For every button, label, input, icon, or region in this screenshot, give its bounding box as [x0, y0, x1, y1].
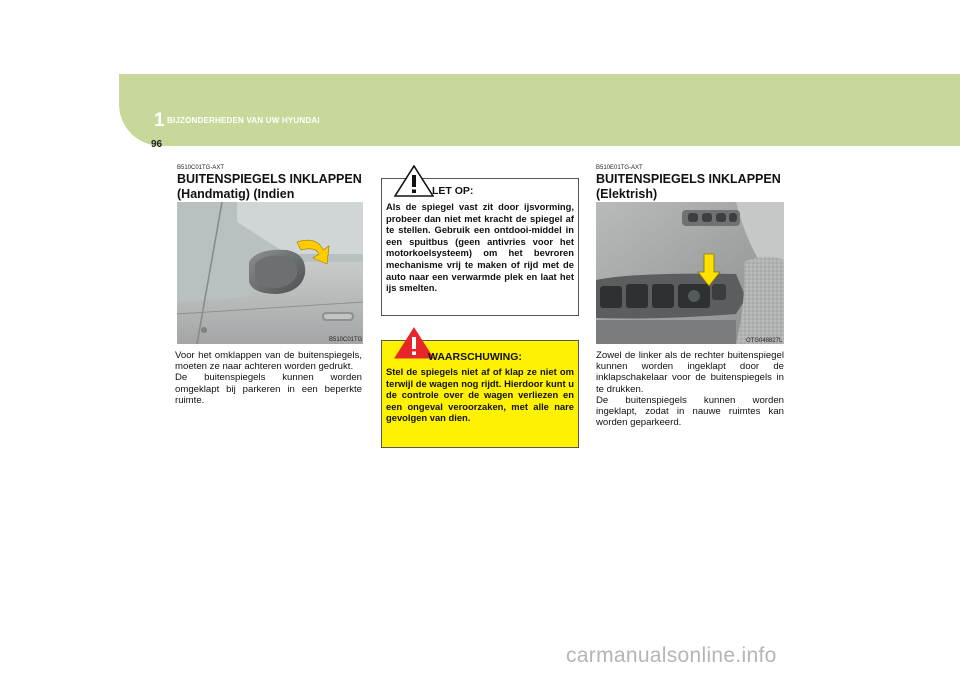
electric-switch-photo [596, 202, 784, 344]
section-code-manual: B510C01TG-AXT [177, 165, 225, 171]
paragraph: Zowel de linker als de rechter buitenspiegel kunnen worden ingeklapt door de inklapschakelaar voor de buitenspiegels in te drukken. [596, 350, 784, 395]
warning-box [381, 340, 579, 448]
door-switch-panel-illustration [596, 202, 784, 344]
electric-folding-text [596, 350, 784, 428]
car-side-mirror-illustration [177, 202, 363, 344]
heading-line-2: (Elektrish) [596, 187, 658, 201]
manual-folding-text [175, 350, 362, 406]
photo-code-manual: B510C01TG [329, 337, 363, 343]
caution-title: LET OP: [432, 185, 474, 197]
watermark: carmanualsonline.info [566, 644, 777, 667]
photo-code-electric: OTG048827L [746, 338, 783, 344]
page-number: 96 [151, 139, 163, 150]
caution-text: Als de spiegel vast zit door ijsvorming, probeer dan niet met kracht de spiegel af te stellen. Gebruik een ontdooi-middel in een spuitbus (geen antivries voor het motorkoelsysteem) om het bevroren mechanisme vrij te maken of rijd met de auto naar een verwarmde plek en laat het ijs smelten. [386, 201, 574, 294]
chapter-number: 1 [154, 110, 165, 131]
heading-electric-folding [596, 172, 786, 202]
manual-mirror-photo [177, 202, 363, 344]
header-band [119, 74, 960, 146]
heading-line-1: BUITENSPIEGELS INKLAPPEN [177, 172, 362, 186]
section-code-electric: B510E01TG-AXT [596, 165, 643, 171]
paragraph: Voor het omklappen van de buitenspiegels, moeten ze naar achteren worden gedrukt. [175, 350, 362, 373]
warning-text: Stel de spiegels niet af of klap ze niet om terwijl de wagen nog rijdt. Hierdoor kunt u de controle over de wagen verliezen en een ongeval veroorzaken, met alle nare gevolgen van dien. [386, 366, 574, 424]
caution-triangle-icon [394, 165, 434, 197]
chapter-title: BIJZONDERHEDEN VAN UW HYUNDAI [167, 116, 320, 125]
paragraph: De buitenspiegels kunnen worden omgeklapt bij parkeren in een beperkte ruimte. [175, 372, 362, 406]
caution-box [381, 178, 579, 316]
paragraph: De buitenspiegels kunnen worden ingeklapt, zodat in nauwe ruimtes kan worden geparkeerd. [596, 394, 784, 429]
heading-line-2: (Handmatig) (Indien [177, 187, 295, 201]
heading-line-1: BUITENSPIEGELS INKLAPPEN [596, 172, 781, 186]
warning-title: WAARSCHUWING: [428, 351, 522, 363]
